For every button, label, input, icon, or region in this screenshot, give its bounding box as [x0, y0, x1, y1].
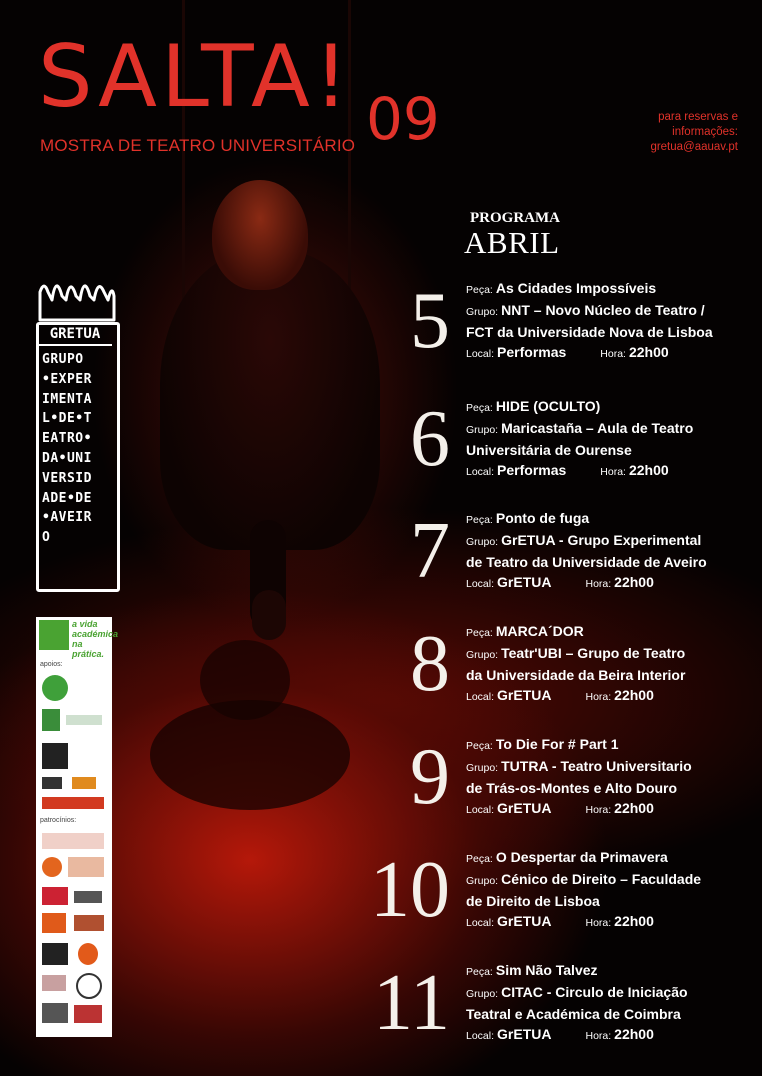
sponsor-logo-5	[72, 777, 96, 789]
event-info	[466, 396, 756, 482]
event-peca-row	[466, 847, 756, 869]
grupo-label: Grupo:	[466, 424, 499, 436]
event-grupo-row	[466, 756, 756, 778]
event-grupo-row	[466, 418, 756, 440]
peca-label: Peça:	[466, 402, 493, 414]
festival-subtitle: MOSTRA DE TEATRO UNIVERSITÁRIO	[40, 136, 356, 155]
event-item	[362, 396, 752, 491]
event-hora: 22h00	[614, 1026, 654, 1042]
peca-label: Peça:	[466, 853, 493, 865]
event-local-row	[466, 1024, 756, 1046]
event-local-row	[466, 460, 756, 482]
event-grupo-line: da Universidade da Beira Interior	[466, 667, 686, 683]
logo-text	[42, 350, 112, 548]
event-grupo-row	[466, 440, 756, 460]
sponsor-slogan: a vida académica na prática.	[72, 619, 119, 659]
sponsor-logo-7	[42, 833, 104, 849]
sponsor-logo-18	[42, 1003, 68, 1023]
event-grupo-line: CITAC - Circulo de Iniciação	[501, 984, 688, 1000]
event-day: 9	[410, 733, 450, 821]
peca-label: Peça:	[466, 284, 493, 296]
logo-text-line: EATRO•	[42, 431, 92, 447]
grupo-label: Grupo:	[466, 988, 499, 1000]
hora-label: Hora:	[585, 804, 612, 816]
event-info	[466, 278, 756, 364]
event-hora: 22h00	[614, 687, 654, 703]
crown-icon	[36, 270, 118, 326]
local-label: Local:	[466, 1030, 495, 1042]
grupo-label: Grupo:	[466, 649, 499, 661]
event-local-row	[466, 911, 756, 933]
event-item	[362, 734, 752, 829]
event-info	[466, 621, 756, 707]
event-grupo-line: Maricastaña – Aula de Teatro	[501, 420, 694, 436]
event-local: Performas	[497, 344, 567, 360]
event-peca-row	[466, 734, 756, 756]
event-local: Performas	[497, 462, 567, 478]
logo-text-line: •EXPER	[42, 371, 92, 387]
event-peca: As Cidades Impossíveis	[495, 280, 657, 296]
event-item	[362, 508, 752, 603]
event-peca-row	[466, 278, 756, 300]
sponsor-logo-8	[42, 857, 62, 877]
programa-label: PROGRAMA	[470, 210, 560, 226]
edition-number: 09	[366, 85, 440, 153]
logo-text-line: IMENTA	[42, 391, 92, 407]
event-grupo-row	[466, 778, 756, 798]
event-local-row	[466, 798, 756, 820]
event-peca: Ponto de fuga	[495, 510, 590, 526]
event-local-row	[466, 685, 756, 707]
event-hora: 22h00	[614, 800, 654, 816]
grupo-label: Grupo:	[466, 536, 499, 548]
patrocinios-label: patrocínios:	[40, 817, 77, 824]
event-grupo-row	[466, 530, 756, 552]
event-grupo-line: Cénico de Direito – Faculdade	[501, 871, 702, 887]
event-peca: O Despertar da Primavera	[495, 849, 668, 865]
hora-label: Hora:	[585, 917, 612, 929]
event-local: GrETUA	[497, 687, 552, 703]
logo-text-line: O	[42, 530, 51, 546]
event-grupo-line: TUTRA - Teatro Universitario	[501, 758, 692, 774]
event-peca-row	[466, 508, 756, 530]
event-hora: 22h00	[628, 344, 669, 360]
event-grupo-row	[466, 300, 756, 322]
event-peca: To Die For # Part 1	[495, 736, 619, 752]
contact-email[interactable]: gretua@aauav.pt	[650, 141, 738, 153]
event-hora: 22h00	[614, 574, 654, 590]
event-grupo-line: FCT da Universidade Nova de Lisboa	[466, 324, 713, 340]
sponsor-logo-11	[74, 891, 102, 903]
sponsor-logo-15	[78, 943, 98, 965]
hora-label: Hora:	[585, 691, 612, 703]
event-grupo-line: de Direito de Lisboa	[466, 893, 600, 909]
event-local: GrETUA	[497, 800, 552, 816]
event-local: GrETUA	[497, 913, 552, 929]
contact-line-1: para reservas e	[658, 111, 738, 123]
logo-text-line: •AVEIR	[42, 510, 92, 526]
gretua-logo	[36, 270, 118, 590]
event-day: 7	[410, 507, 450, 595]
event-peca-row	[466, 621, 756, 643]
apoios-label: apoios:	[40, 661, 63, 668]
sponsor-logo-14	[42, 943, 68, 965]
event-day: 10	[370, 846, 450, 934]
event-day: 6	[410, 395, 450, 483]
event-grupo-line: GrETUA - Grupo Experimental	[501, 532, 702, 548]
event-local-row	[466, 572, 756, 594]
sponsor-logo-6	[42, 797, 104, 809]
event-peca: Sim Não Talvez	[495, 962, 598, 978]
sponsors-strip	[36, 617, 119, 1037]
event-grupo-row	[466, 982, 756, 1004]
event-grupo-line: Teatral e Académica de Coimbra	[466, 1006, 681, 1022]
peca-label: Peça:	[466, 627, 493, 639]
local-label: Local:	[466, 691, 495, 703]
logo-heading: GRETUA	[38, 326, 112, 346]
event-info	[466, 847, 756, 933]
contact-info	[650, 110, 738, 155]
event-info	[466, 960, 756, 1046]
sponsor-logo-16	[42, 975, 66, 991]
hora-label: Hora:	[600, 466, 626, 478]
event-grupo-row	[466, 1004, 756, 1024]
event-hora: 22h00	[628, 462, 669, 478]
local-label: Local:	[466, 348, 495, 360]
event-local: GrETUA	[497, 1026, 552, 1042]
event-grupo-line: NNT – Novo Núcleo de Teatro /	[501, 302, 705, 318]
event-local-row	[466, 342, 756, 364]
local-label: Local:	[466, 466, 495, 478]
event-grupo-line: Universitária de Ourense	[466, 442, 632, 458]
sponsor-logo-17	[76, 973, 102, 999]
contact-line-2: informações:	[672, 126, 738, 138]
event-grupo-row	[466, 552, 756, 572]
hora-label: Hora:	[600, 348, 626, 360]
event-info	[466, 508, 756, 594]
event-item	[362, 847, 752, 942]
event-item	[362, 960, 752, 1055]
event-day: 11	[372, 959, 450, 1047]
sponsor-logo-3	[42, 743, 68, 769]
sponsor-logo-1	[42, 675, 68, 701]
grupo-label: Grupo:	[466, 762, 499, 774]
event-peca-row	[466, 960, 756, 982]
hora-label: Hora:	[585, 1030, 612, 1042]
event-hora: 22h00	[614, 913, 654, 929]
event-day: 5	[410, 277, 450, 365]
event-local: GrETUA	[497, 574, 552, 590]
event-peca-row	[466, 396, 756, 418]
event-item	[362, 621, 752, 716]
event-item	[362, 278, 752, 373]
local-label: Local:	[466, 578, 495, 590]
logo-text-line: ADE•DE	[42, 490, 92, 506]
grupo-label: Grupo:	[466, 875, 499, 887]
sponsor-logo-10	[42, 887, 68, 905]
logo-text-line: GRUPO	[42, 352, 84, 367]
sponsor-logo-4	[42, 777, 62, 789]
local-label: Local:	[466, 917, 495, 929]
logo-text-line: L•DE•T	[42, 411, 92, 427]
peca-label: Peça:	[466, 966, 493, 978]
event-grupo-row	[466, 322, 756, 342]
peca-label: Peça:	[466, 740, 493, 752]
event-grupo-row	[466, 891, 756, 911]
event-grupo-line: de Trás-os-Montes e Alto Douro	[466, 780, 678, 796]
event-grupo-line: Teatr'UBI – Grupo de Teatro	[501, 645, 686, 661]
event-grupo-row	[466, 665, 756, 685]
peca-label: Peça:	[466, 514, 493, 526]
event-info	[466, 734, 756, 820]
sponsor-logo-2	[42, 709, 60, 731]
sponsor-logo-9	[68, 857, 104, 877]
event-grupo-line: de Teatro da Universidade de Aveiro	[466, 554, 707, 570]
programa-month: ABRIL	[464, 225, 560, 260]
event-peca: HIDE (OCULTO)	[495, 398, 601, 414]
sponsor-logo-2-text	[66, 715, 102, 725]
event-day: 8	[410, 620, 450, 708]
sponsor-logo-12	[42, 913, 66, 933]
sponsor-green-logo	[39, 620, 69, 650]
sponsor-logo-13	[74, 915, 104, 931]
grupo-label: Grupo:	[466, 306, 499, 318]
event-grupo-row	[466, 643, 756, 665]
event-peca: MARCA´DOR	[495, 623, 584, 639]
event-grupo-row	[466, 869, 756, 891]
logo-text-line: VERSID	[42, 470, 92, 486]
festival-title: SALTA!	[38, 27, 353, 127]
logo-text-line: DA•UNI	[42, 450, 92, 466]
local-label: Local:	[466, 804, 495, 816]
hora-label: Hora:	[585, 578, 612, 590]
sponsor-logo-19	[74, 1005, 102, 1023]
